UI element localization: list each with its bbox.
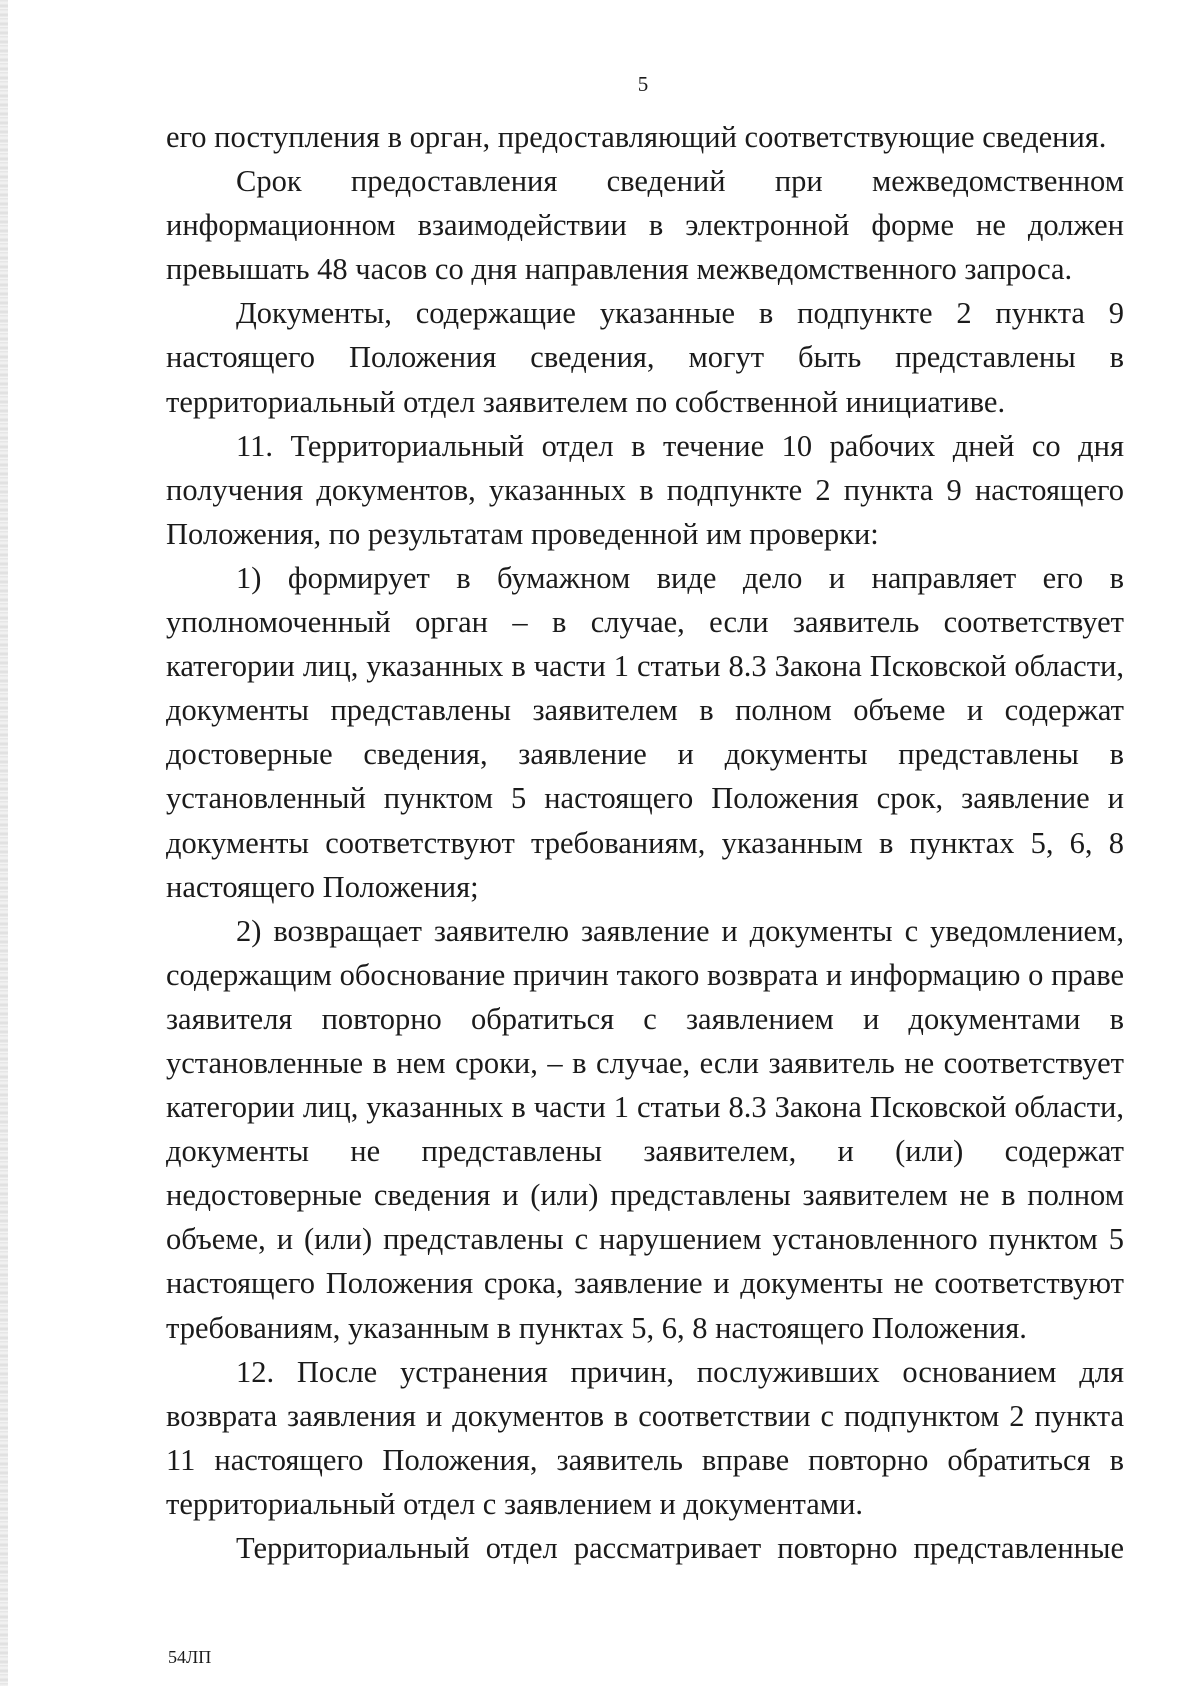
paragraph-item-11: 11. Территориальный отдел в течение 10 рабочих дней со дня получения документов, указанных в подпункте 2 пункта 9 настоящего Положения, по результатам проведенной им проверки: <box>166 428 1124 551</box>
paragraph-resubmission: Территориальный отдел рассматривает повторно представленные <box>236 1531 1124 1565</box>
paragraph-item-12: 12. После устранения причин, послуживших основанием для возврата заявления и документов в соответствии с подпунктом 2 пункта 11 настоящего Положения, заявитель вправе повторно обратиться в территориальный отдел с заявлением и документами. <box>166 1354 1124 1521</box>
scan-edge <box>0 0 8 1686</box>
page-number: 5 <box>637 72 649 96</box>
document-body <box>166 115 1124 1570</box>
footer-document-code: 54ЛП <box>168 1647 212 1667</box>
paragraph-documents-initiative: Документы, содержащие указанные в подпункте 2 пункта 9 настоящего Положения сведения, могут быть представлены в территориальный отдел заявителем по собственной инициативе. <box>166 296 1124 419</box>
paragraph-subitem-2: 2) возвращает заявителю заявление и документы с уведомлением, содержащим обоснование причин такого возврата и информацию о праве заявителя повторно обратиться с заявлением и документами в установленные в нем сроки, – в случае, если заявитель не соответствует категории лиц, указанных в части 1 статьи 8.3 Закона Псковской области, документы не представлены заявителем, и (или) содержат недостоверные сведения и (или) представлены заявителем не в полном объеме, и (или) представлены с нарушением установленного пунктом 5 настоящего Положения срока, заявление и документы не соответствуют требованиям, указанным в пунктах 5, 6, 8 настоящего Положения. <box>166 913 1124 1345</box>
paragraph-deadline: Срок предоставления сведений при межведомственном информационном взаимодействии в электронной форме не должен превышать 48 часов со дня направления межведомственного запроса. <box>166 164 1124 287</box>
paragraph-continuation: его поступления в орган, предоставляющий соответствующие сведения. <box>166 120 1107 154</box>
paragraph-subitem-1: 1) формирует в бумажном виде дело и направляет его в уполномоченный орган – в случае, если заявитель соответствует категории лиц, указанных в части 1 статьи 8.3 Закона Псковской области, документы представлены заявителем в полном объеме и содержат достоверные сведения, заявление и документы представлены в установленный пунктом 5 настоящего Положения срок, заявление и документы соответствуют требованиям, указанным в пунктах 5, 6, 8 настоящего Положения; <box>166 560 1124 904</box>
